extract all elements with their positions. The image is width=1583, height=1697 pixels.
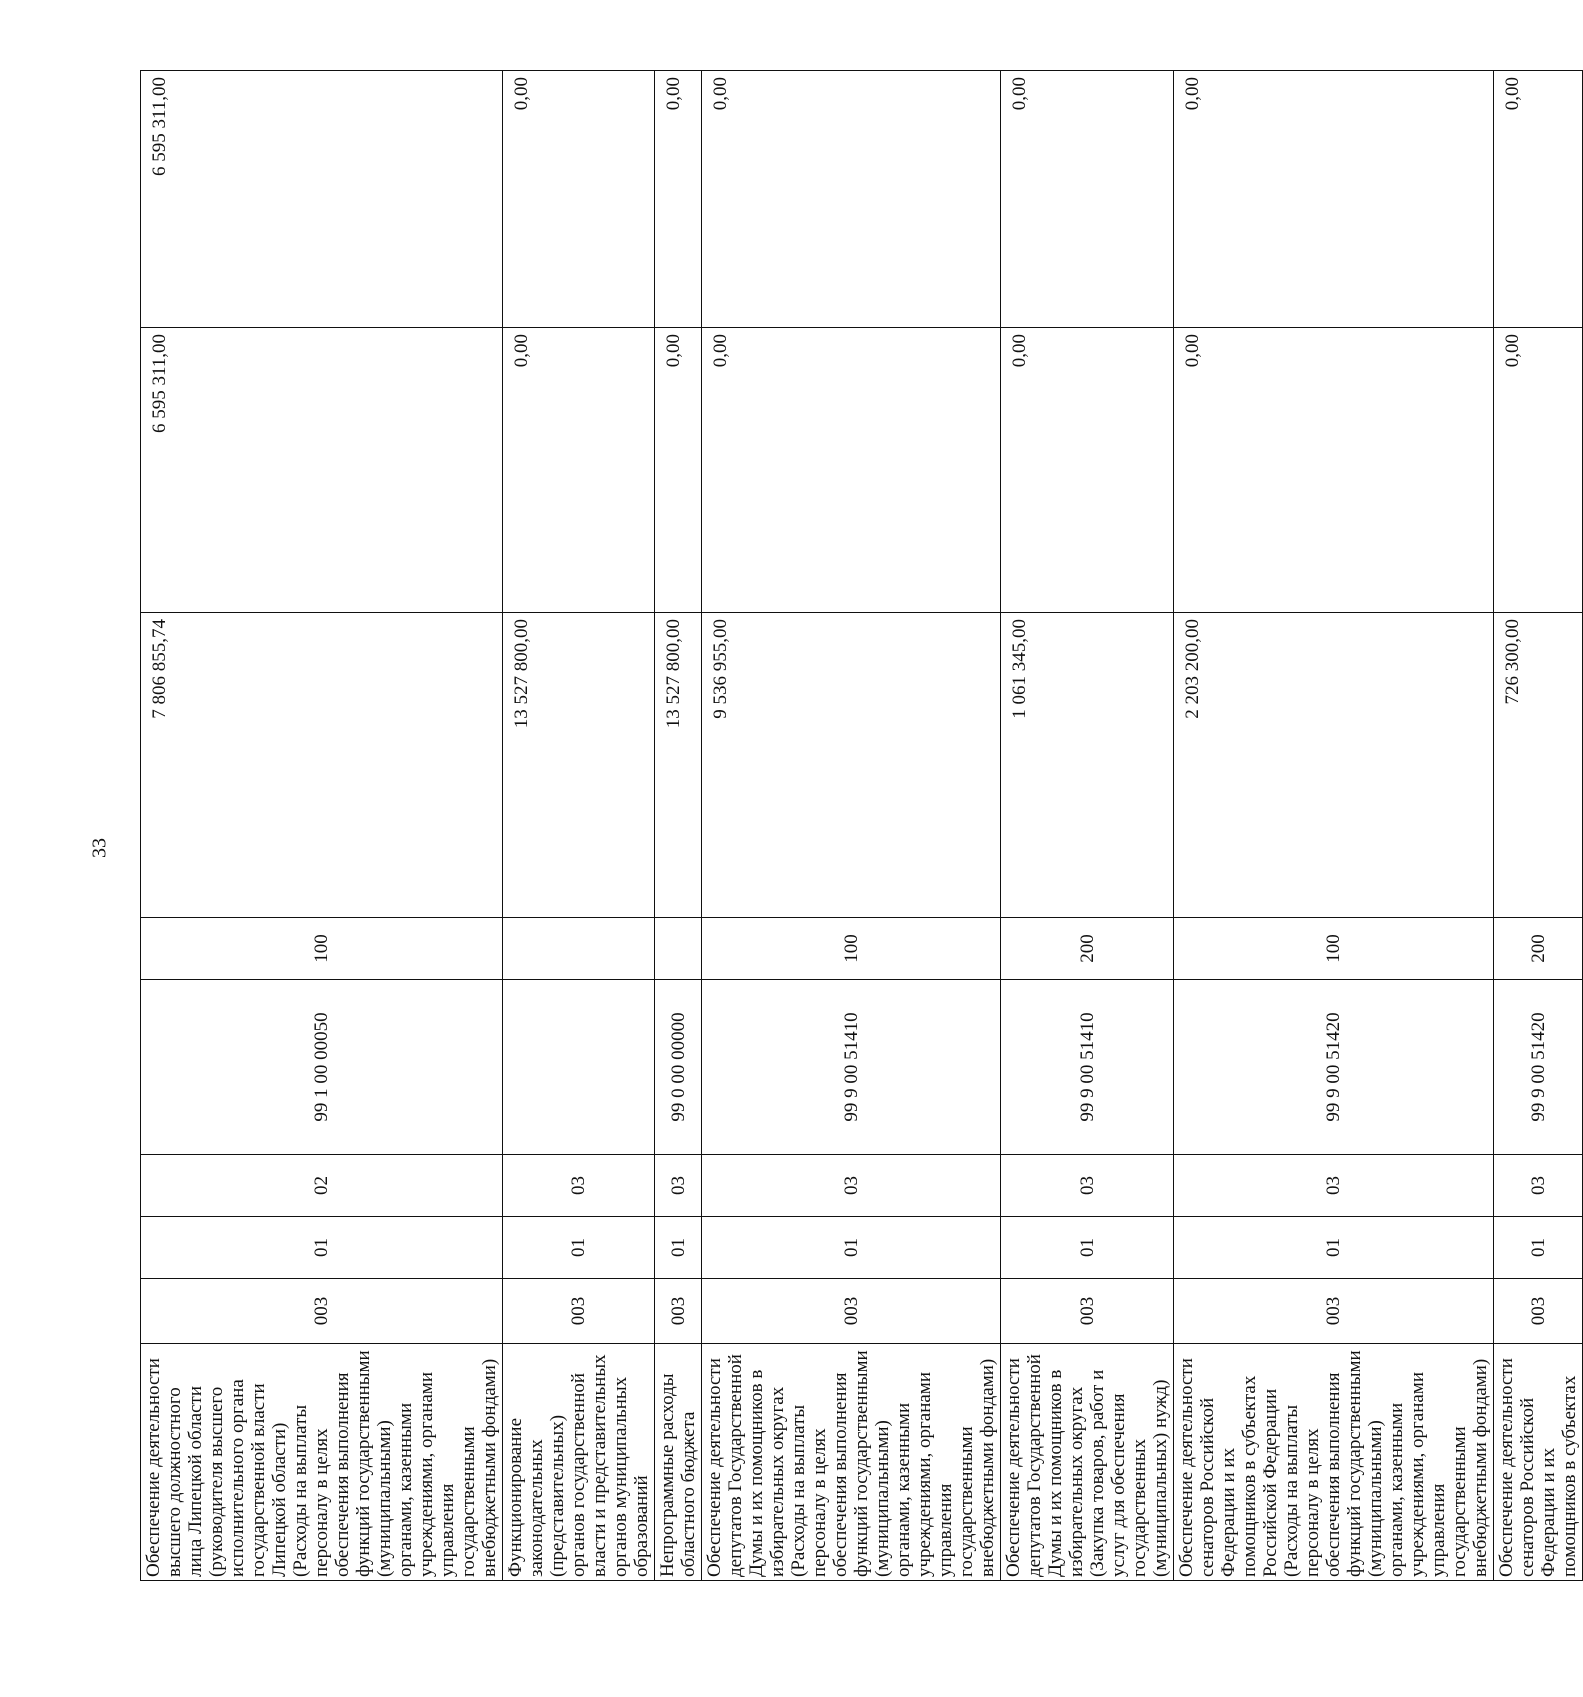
row-expense-type: 200: [1494, 918, 1583, 980]
row-description: Обеспечение деятельности высшего должностного лица Липецкой области (руководителя высшего исполнительного органа государственной власти Липецкой области) (Расходы на выплаты персоналу в целях обеспечения выполнения функций государственными (муниципальными) органами, казенными учреждениями, органами управления государственными внебюджетными фондами): [141, 1344, 503, 1581]
row-expense-type: 200: [1001, 918, 1174, 980]
row-ministry: 003: [1494, 1279, 1583, 1344]
row-amount-1: 13 527 800,00: [655, 613, 702, 918]
row-target-article: 99 0 00 00000: [655, 980, 702, 1155]
row-target-article: 99 9 00 51410: [702, 980, 1001, 1155]
row-subsection: 03: [655, 1155, 702, 1217]
row-subsection: 03: [1494, 1155, 1583, 1217]
page-number: 33: [88, 838, 111, 858]
row-amount-2: 0,00: [655, 328, 702, 613]
row-amount-2: 0,00: [1174, 328, 1494, 613]
row-ministry: 003: [702, 1279, 1001, 1344]
row-amount-2: 0,00: [702, 328, 1001, 613]
row-amount-3: 0,00: [1001, 71, 1174, 328]
row-description: Обеспечение деятельности депутатов Государственной Думы и их помощников в избирательных округах (Закупка товаров, работ и услуг для обеспечения государственных (муниципальных) нужд): [1001, 1344, 1174, 1581]
row-section: 01: [141, 1217, 503, 1279]
row-section: 01: [655, 1217, 702, 1279]
row-expense-type: 100: [1174, 918, 1494, 980]
row-subsection: 02: [141, 1155, 503, 1217]
budget-table: [140, 70, 1583, 1581]
row-amount-2: 0,00: [1001, 328, 1174, 613]
row-description: Обеспечение деятельности сенаторов Российской Федерации и их помощников в субъектах Российской Федерации (Расходы на выплаты персоналу в целях обеспечения выполнения функций государственными (муниципальными) органами, казенными учреждениями, органами управления государственными внебюджетными фондами): [1174, 1344, 1494, 1581]
row-amount-1: 7 806 855,74: [141, 613, 503, 918]
row-expense-type: [503, 918, 655, 980]
row-amount-1: 2 203 200,00: [1174, 613, 1494, 918]
row-section: 01: [503, 1217, 655, 1279]
table-row: [141, 71, 503, 1581]
table-row: [702, 71, 1001, 1581]
row-section: 01: [1001, 1217, 1174, 1279]
row-description: Обеспечение деятельности депутатов Государственной Думы и их помощников в избирательных округах (Расходы на выплаты персоналу в целях обеспечения выполнения функций государственными (муниципальными) органами, казенными учреждениями, органами управления государственными внебюджетными фондами): [702, 1344, 1001, 1581]
row-section: 01: [1174, 1217, 1494, 1279]
row-description: Непрограммные расходы областного бюджета: [655, 1344, 702, 1581]
row-subsection: 03: [1001, 1155, 1174, 1217]
table-row: [1001, 71, 1174, 1581]
row-amount-1: 726 300,00: [1494, 613, 1583, 918]
budget-table-rotated: [140, 71, 1580, 1581]
row-section: 01: [702, 1217, 1001, 1279]
row-amount-3: 0,00: [655, 71, 702, 328]
row-amount-3: 0,00: [503, 71, 655, 328]
row-amount-1: 13 527 800,00: [503, 613, 655, 918]
row-amount-1: 1 061 345,00: [1001, 613, 1174, 918]
row-target-article: 99 9 00 51420: [1174, 980, 1494, 1155]
row-target-article: 99 9 00 51420: [1494, 980, 1583, 1155]
row-target-article: 99 9 00 51410: [1001, 980, 1174, 1155]
row-subsection: 03: [503, 1155, 655, 1217]
row-description: Функционирование законодательных (представительных) органов государственной власти и представительных органов муниципальных образований: [503, 1344, 655, 1581]
row-ministry: 003: [503, 1279, 655, 1344]
row-expense-type: 100: [702, 918, 1001, 980]
table-row: [1494, 71, 1583, 1581]
row-subsection: 03: [702, 1155, 1001, 1217]
row-description: Обеспечение деятельности сенаторов Российской Федерации и их помощников в субъектах: [1494, 1344, 1583, 1581]
row-amount-3: 6 595 311,00: [141, 71, 503, 328]
table-row: [1174, 71, 1494, 1581]
row-ministry: 003: [141, 1279, 503, 1344]
row-expense-type: 100: [141, 918, 503, 980]
row-target-article: [503, 980, 655, 1155]
table-row: [655, 71, 702, 1581]
row-ministry: 003: [655, 1279, 702, 1344]
row-ministry: 003: [1001, 1279, 1174, 1344]
row-expense-type: [655, 918, 702, 980]
row-amount-3: 0,00: [1174, 71, 1494, 328]
row-amount-2: 0,00: [503, 328, 655, 613]
row-amount-1: 9 536 955,00: [702, 613, 1001, 918]
row-amount-2: 6 595 311,00: [141, 328, 503, 613]
row-amount-3: 0,00: [1494, 71, 1583, 328]
row-ministry: 003: [1174, 1279, 1494, 1344]
table-row: [503, 71, 655, 1581]
row-section: 01: [1494, 1217, 1583, 1279]
row-target-article: 99 1 00 00050: [141, 980, 503, 1155]
row-amount-3: 0,00: [702, 71, 1001, 328]
row-amount-2: 0,00: [1494, 328, 1583, 613]
row-subsection: 03: [1174, 1155, 1494, 1217]
